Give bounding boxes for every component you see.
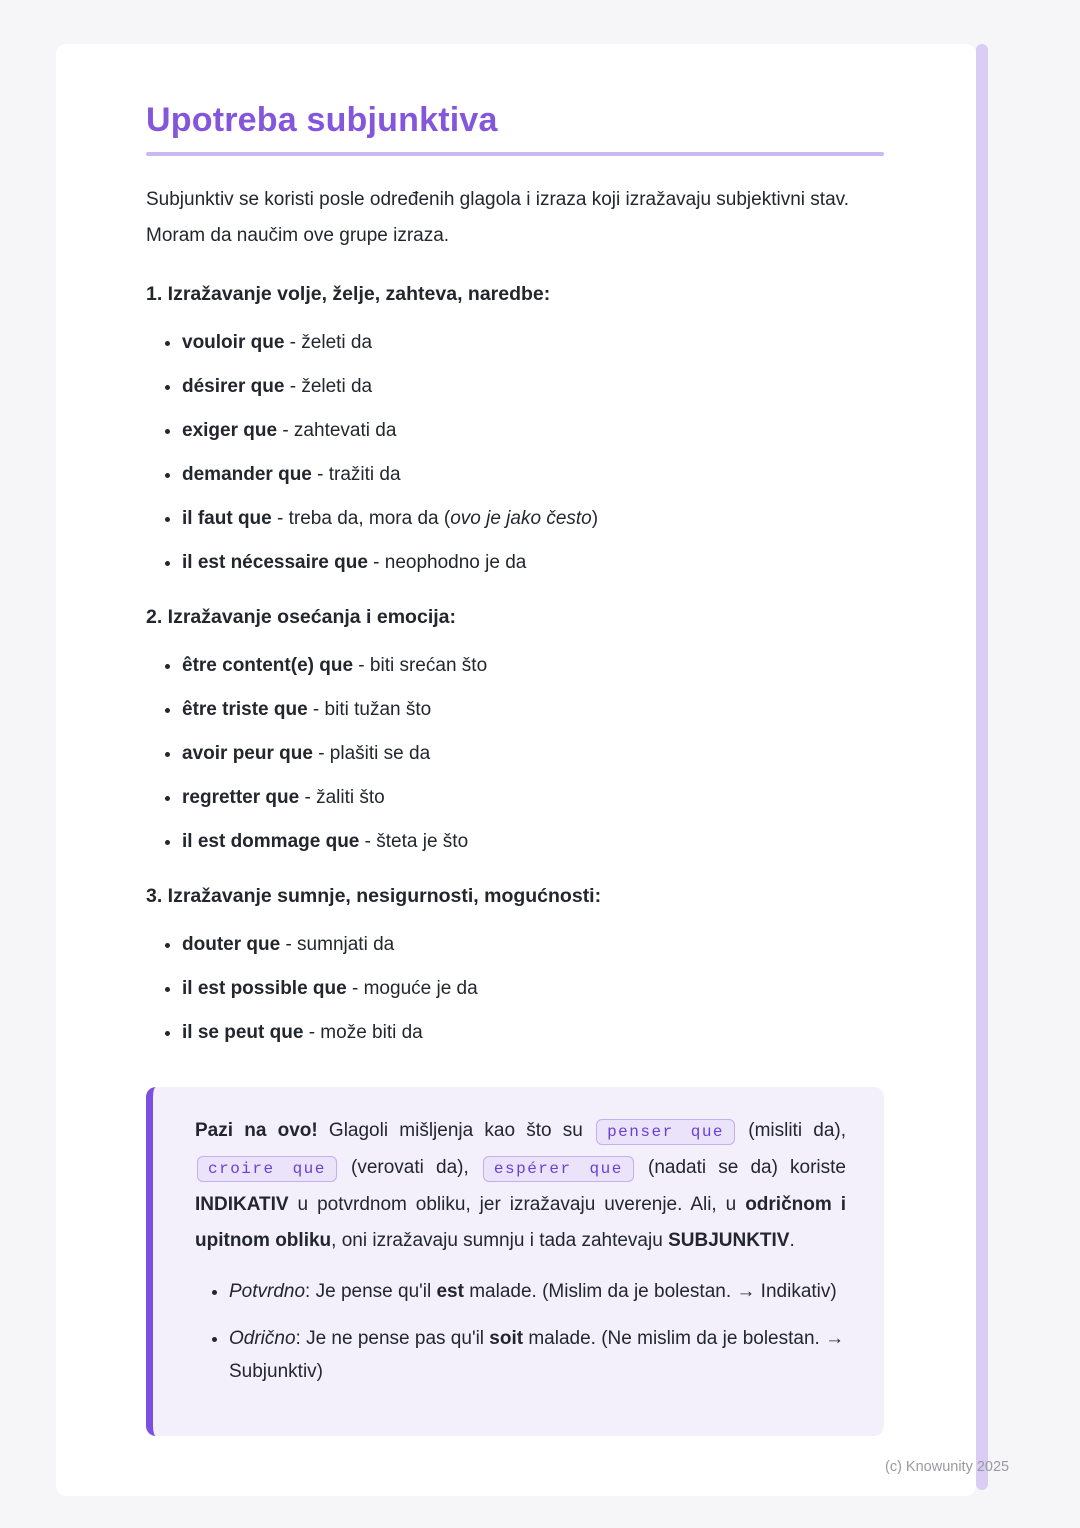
page-title: Upotreba subjunktiva <box>146 101 498 139</box>
term: il faut que <box>182 508 272 529</box>
callout-example-list <box>195 1275 846 1388</box>
code-pill-croire-que: croire que <box>197 1156 337 1182</box>
example-verb: est <box>436 1281 464 1302</box>
callout-text-segment: Glagoli mišljenja kao što su <box>317 1120 595 1141</box>
term: il est dommage que <box>182 831 360 852</box>
callout-emphasis: INDIKATIV <box>195 1194 289 1215</box>
scrollbar-thumb[interactable] <box>976 44 988 1490</box>
example-item <box>229 1322 846 1388</box>
term: vouloir que <box>182 332 285 353</box>
list-item <box>182 372 884 401</box>
callout-emphasis: SUBJUNKTIV <box>668 1230 790 1251</box>
list-item <box>182 328 884 357</box>
section-heading-2: 2. Izražavanje osećanja i emocija: <box>146 606 456 628</box>
list-item <box>182 974 884 1003</box>
example-label: Odrično <box>229 1328 296 1349</box>
list-item <box>182 1018 884 1047</box>
term: être content(e) que <box>182 655 354 676</box>
list-item <box>182 783 884 812</box>
list-item <box>182 695 884 724</box>
callout-text-segment: , oni izražavaju sumnju i tada zahtevaju <box>331 1230 669 1251</box>
section-heading-3: 3. Izražavanje sumnje, nesigurnosti, mogućnosti: <box>146 885 602 907</box>
definition: - neophodno je da <box>367 552 527 573</box>
list-item <box>182 930 884 959</box>
document-card <box>56 44 976 1496</box>
example-item <box>229 1275 846 1308</box>
term: être triste que <box>182 699 308 720</box>
callout-lead: Pazi na ovo! <box>195 1120 318 1141</box>
definition-note: ovo je jako često <box>450 508 592 529</box>
term: douter que <box>182 934 281 955</box>
callout-text-segment: (verovati da), <box>338 1157 481 1178</box>
section-list-3 <box>146 930 884 1047</box>
definition: - šteta je što <box>359 831 469 852</box>
definition: - plašiti se da <box>312 743 431 764</box>
list-item <box>182 548 884 577</box>
definition-suffix: ) <box>591 508 599 529</box>
section-heading-1: 1. Izražavanje volje, želje, zahteva, naredbe: <box>146 283 551 305</box>
example-text: : Je pense qu'il <box>305 1281 437 1302</box>
definition: - želeti da <box>284 376 373 397</box>
definition: - biti srećan što <box>353 655 488 676</box>
list-item <box>182 416 884 445</box>
callout-paragraph <box>195 1113 846 1259</box>
definition: - tražiti da <box>311 464 401 485</box>
term: regretter que <box>182 787 300 808</box>
list-item <box>182 827 884 856</box>
document-content <box>146 100 884 1436</box>
term: il se peut que <box>182 1022 304 1043</box>
term: demander que <box>182 464 312 485</box>
definition: - zahtevati da <box>277 420 397 441</box>
definition: - biti tužan što <box>307 699 432 720</box>
callout-text-segment: . <box>789 1230 795 1251</box>
definition: - žaliti što <box>299 787 385 808</box>
code-pill-esperer-que: espérer que <box>483 1156 634 1182</box>
section-list-2 <box>146 651 884 856</box>
term: avoir peur que <box>182 743 313 764</box>
example-text: malade. (Ne mislim da je bolestan. → Subjunktiv) <box>229 1328 845 1382</box>
example-verb: soit <box>489 1328 524 1349</box>
callout-text-segment: (misliti da), <box>737 1120 847 1141</box>
title-divider <box>146 152 884 156</box>
example-text: malade. (Mislim da je bolestan. → Indikativ) <box>463 1281 837 1302</box>
intro-paragraph: Subjunktiv se koristi posle određenih glagola i izraza koji izražavaju subjektivni stav. Moram da naučim ove grupe izraza. <box>146 189 849 246</box>
code-pill-penser-que: penser que <box>596 1119 735 1145</box>
example-label: Potvrdno <box>229 1281 306 1302</box>
callout-text-segment: (nadati se da) koriste <box>635 1157 847 1178</box>
list-item <box>182 460 884 489</box>
definition: - sumnjati da <box>280 934 395 955</box>
term: désirer que <box>182 376 285 397</box>
callout-emphasis: odričnom i upitnom obliku <box>195 1194 846 1251</box>
definition: - želeti da <box>284 332 373 353</box>
callout-note <box>146 1087 884 1436</box>
definition: - treba da, mora da ( <box>271 508 451 529</box>
example-text: : Je ne pense pas qu'il <box>295 1328 490 1349</box>
footer-credit: (c) Knowunity 2025 <box>885 1459 1010 1475</box>
callout-text-segment: u potvrdnom obliku, jer izražavaju uverenje. Ali, u <box>288 1194 746 1215</box>
definition: - može biti da <box>303 1022 423 1043</box>
section-list-1 <box>146 328 884 577</box>
term: exiger que <box>182 420 278 441</box>
term: il est nécessaire que <box>182 552 368 573</box>
term: il est possible que <box>182 978 347 999</box>
list-item <box>182 651 884 680</box>
definition: - moguće je da <box>346 978 478 999</box>
list-item <box>182 739 884 768</box>
list-item <box>182 504 884 533</box>
